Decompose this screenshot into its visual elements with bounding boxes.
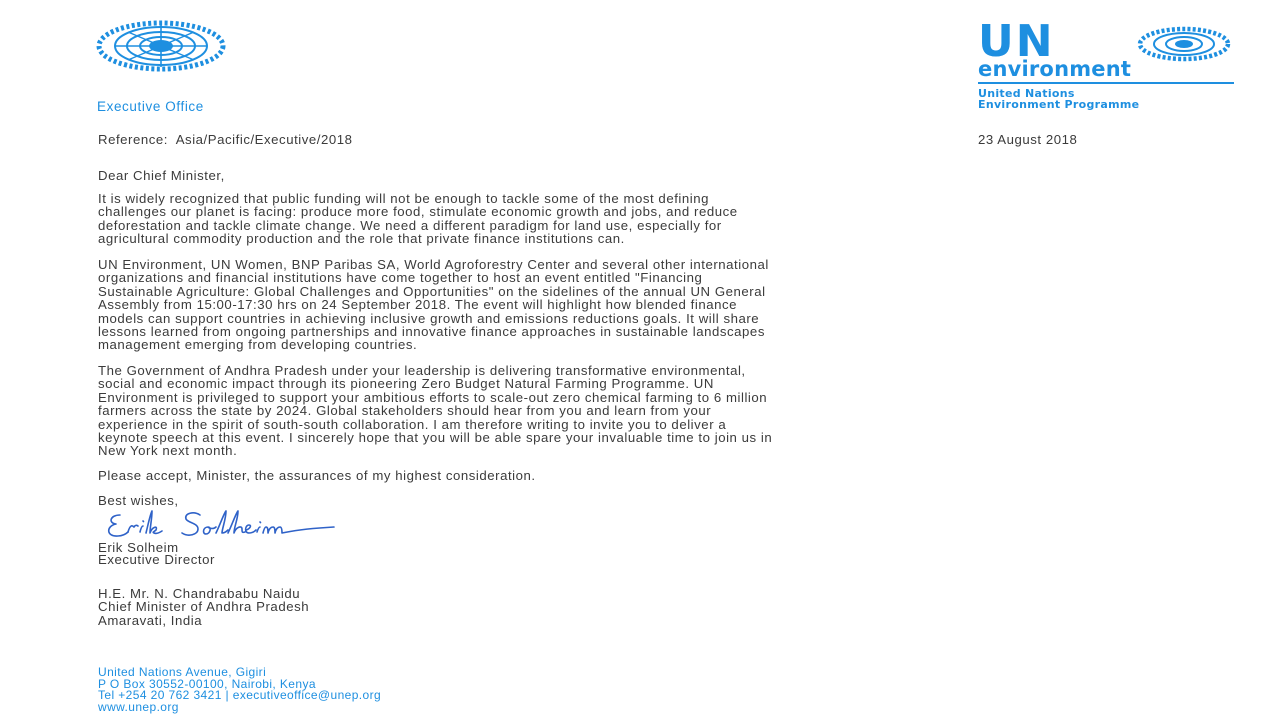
closing-line: Please accept, Minister, the assurances of my highest consideration. <box>98 468 536 483</box>
paragraph-line: deforestation and tackle climate change. We need a different paradigm for land use, especially for <box>98 217 722 233</box>
footer-postal-line: P O Box 30552-00100, Nairobi, Kenya <box>98 676 316 691</box>
footer-contact-line[interactable]: Tel +254 20 762 3421 | executiveoffice@unep.org <box>98 688 382 702</box>
footer-address-line: United Nations Avenue, Gigiri <box>98 665 267 679</box>
signatory-title: Executive Director <box>98 552 215 567</box>
office-name: Executive Office <box>97 99 204 114</box>
paragraph-line: New York next month. <box>98 443 238 459</box>
logo-divider <box>978 82 1234 84</box>
recipient-line: H.E. Mr. N. Chandrababu Naidu <box>98 586 301 601</box>
sign-off: Best wishes, <box>98 493 179 508</box>
paragraph-line: lessons learned from ongoing partnerships and innovative finance approaches in sustainable landscapes <box>98 324 765 340</box>
logo-sub-line2: Environment Programme <box>978 98 1140 111</box>
reference-line: Reference: Asia/Pacific/Executive/2018 <box>98 132 353 147</box>
footer-website-link[interactable]: www.unep.org <box>98 699 179 714</box>
signatory-name: Erik Solheim <box>98 540 179 555</box>
unep-logo <box>978 16 1238 112</box>
paragraph-line: The Government of Andhra Pradesh under your leadership is delivering transformative environmental, <box>98 363 746 378</box>
paragraph-line: social and economic impact through its pioneering Zero Budget Natural Farming Programme. UN <box>98 376 714 392</box>
paragraph-line: organizations and financial institutions have come together to host an event entitled "Financing <box>98 270 703 286</box>
paragraph-line: UN Environment, UN Women, BNP Paribas SA, World Agroforestry Center and several other international <box>98 257 769 272</box>
letter-footer <box>98 667 381 713</box>
letter-date: 23 August 2018 <box>978 132 1078 147</box>
paragraph-3 <box>98 364 1163 458</box>
signature-image <box>102 505 342 545</box>
paragraph-line: experience in the spirit of south-south collaboration. I am therefore writing to invite you to deliver a <box>98 416 727 432</box>
unep-logo-icon <box>1136 26 1232 67</box>
paragraph-1 <box>98 192 1163 246</box>
logo-sub-line1: United Nations <box>978 87 1075 100</box>
paragraph-line: keynote speech at this event. I sincerely hope that you will be able spare your invaluable time to join us in <box>98 430 773 446</box>
recipient-block <box>98 587 309 627</box>
salutation: Dear Chief Minister, <box>98 168 225 183</box>
paragraph-line: It is widely recognized that public funding will not be enough to tackle some of the most defining <box>98 191 710 206</box>
paragraph-line: management emerging from developing countries. <box>98 337 418 353</box>
paragraph-line: Environment is privileged to support your ambitious efforts to scale-out zero chemical farming to 6 million <box>98 389 768 405</box>
un-emblem-icon <box>94 20 228 72</box>
logo-environment-text: environment <box>978 57 1132 81</box>
paragraph-line: challenges our planet is facing: produce more food, stimulate economic growth and jobs, and reduce <box>98 204 738 220</box>
paragraph-line: farmers across the state by 2024. Global stakeholders should hear from you and learn from your <box>98 403 712 419</box>
recipient-line: Chief Minister of Andhra Pradesh <box>98 599 310 615</box>
paragraph-line: Sustainable Agriculture: Global Challenges and Opportunities" on the sidelines of the annual UN General <box>98 283 766 299</box>
recipient-line: Amaravati, India <box>98 612 203 628</box>
paragraph-line: models can support countries in achieving inclusive growth and emissions reductions goals. It will share <box>98 310 760 326</box>
logo-un-text: UN <box>978 16 1055 67</box>
paragraph-line: agricultural commodity production and the role that private finance institutions can. <box>98 231 625 247</box>
paragraph-2 <box>98 258 1163 352</box>
paragraph-line: Assembly from 15:00-17:30 hrs on 24 September 2018. The event will highlight how blended finance <box>98 297 738 313</box>
